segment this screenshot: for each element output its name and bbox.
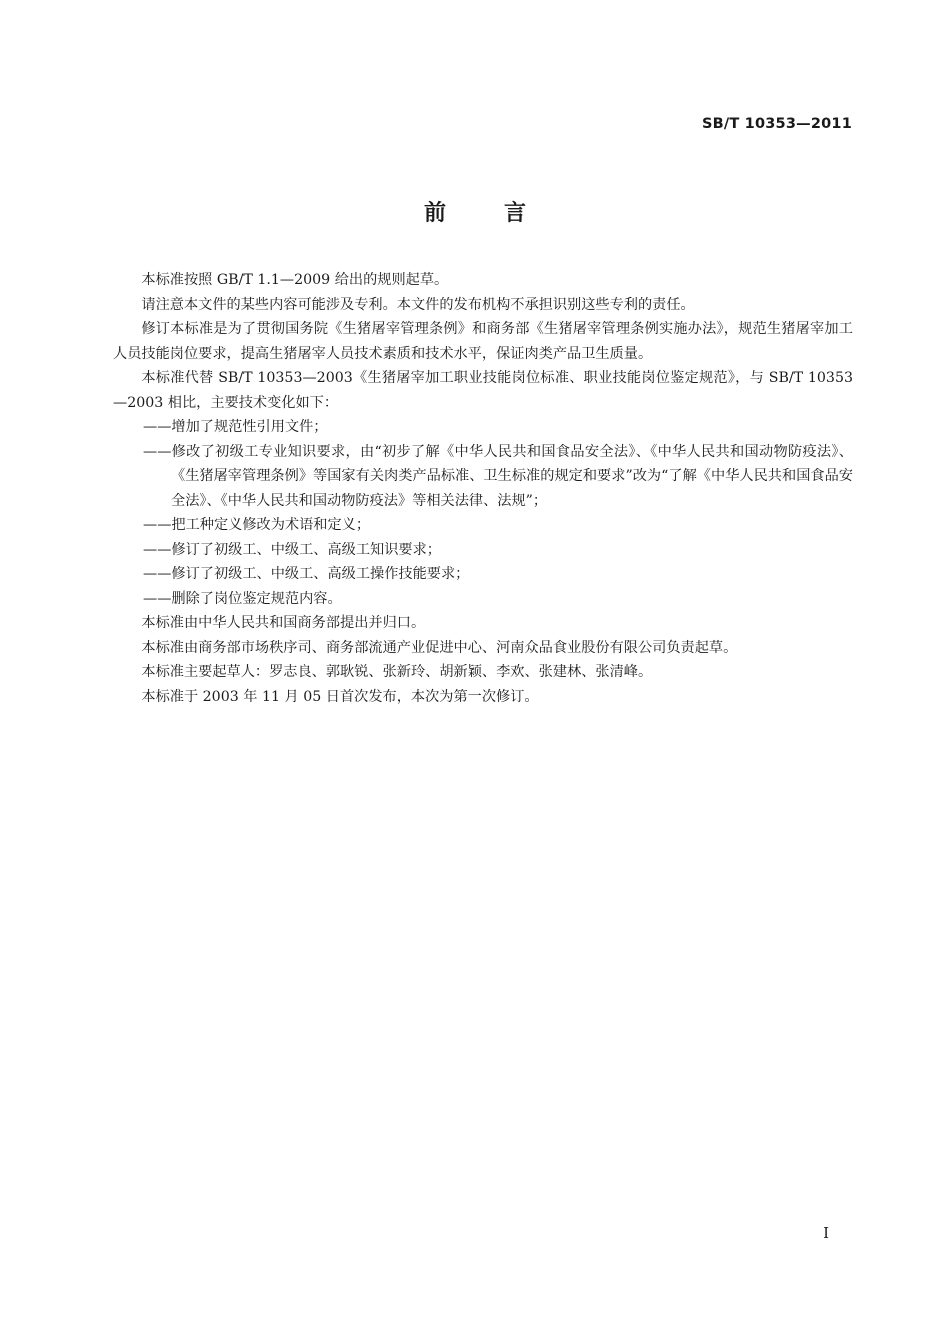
list-item: ——修订了初级工、中级工、高级工操作技能要求；	[143, 566, 470, 582]
page-title: 前言	[423, 201, 584, 226]
paragraph-proposer: 本标准由中华人民共和国商务部提出并归口。	[141, 615, 426, 631]
paragraph-revision-purpose: 修订本标准是为了贯彻国务院《生猪屠宰管理条例》和商务部《生猪屠宰管理条例实施办法》，规范生猪屠宰加工人员技能岗位要求，提高生猪屠宰人员技术素质和技术水平，保证肉类产品卫生质量。	[113, 321, 853, 362]
paragraph-drafters: 本标准主要起草人：罗志良、郭耿锐、张新玲、胡新颖、李欢、张建林、张清峰。	[141, 664, 653, 680]
changes-list	[113, 415, 853, 611]
paragraph-drafting-units: 本标准由商务部市场秩序司、商务部流通产业促进中心、河南众品食业股份有限公司负责起草。	[141, 639, 738, 656]
list-item: ——把工种定义修改为术语和定义；	[143, 517, 371, 533]
paragraph-release-history: 本标准于 2003 年 11 月 05 日首次发布，本次为第一次修订。	[141, 688, 539, 705]
list-item: ——增加了规范性引用文件；	[143, 419, 328, 435]
paragraph-replacement: 本标准代替 SB/T 10353—2003《生猪屠宰加工职业技能岗位标准、职业技能岗位鉴定规范》，与 SB/T 10353—2003 相比，主要技术变化如下：	[113, 370, 853, 411]
paragraph-patent-notice: 请注意本文件的某些内容可能涉及专利。本文件的发布机构不承担识别这些专利的责任。	[141, 296, 695, 313]
paragraph-drafting-rules: 本标准按照 GB/T 1.1—2009 给出的规则起草。	[141, 272, 449, 288]
list-item: ——修改了初级工专业知识要求，由“初步了解《中华人民共和国食品安全法》、《中华人民共和国动物防疫法》、《生猪屠宰管理条例》等国家有关肉类产品标准、卫生标准的规定和要求”改为“了解《中华人民共和国食品安全法》、《中华人民共和国动物防疫法》等相关法律、法规”；	[143, 443, 853, 509]
foreword-body	[113, 268, 853, 709]
list-item: ——删除了岗位鉴定规范内容。	[143, 590, 342, 607]
list-item: ——修订了初级工、中级工、高级工知识要求；	[143, 541, 441, 558]
page-number: I	[823, 1224, 829, 1242]
standard-code: SB/T 10353—2011	[701, 116, 852, 132]
